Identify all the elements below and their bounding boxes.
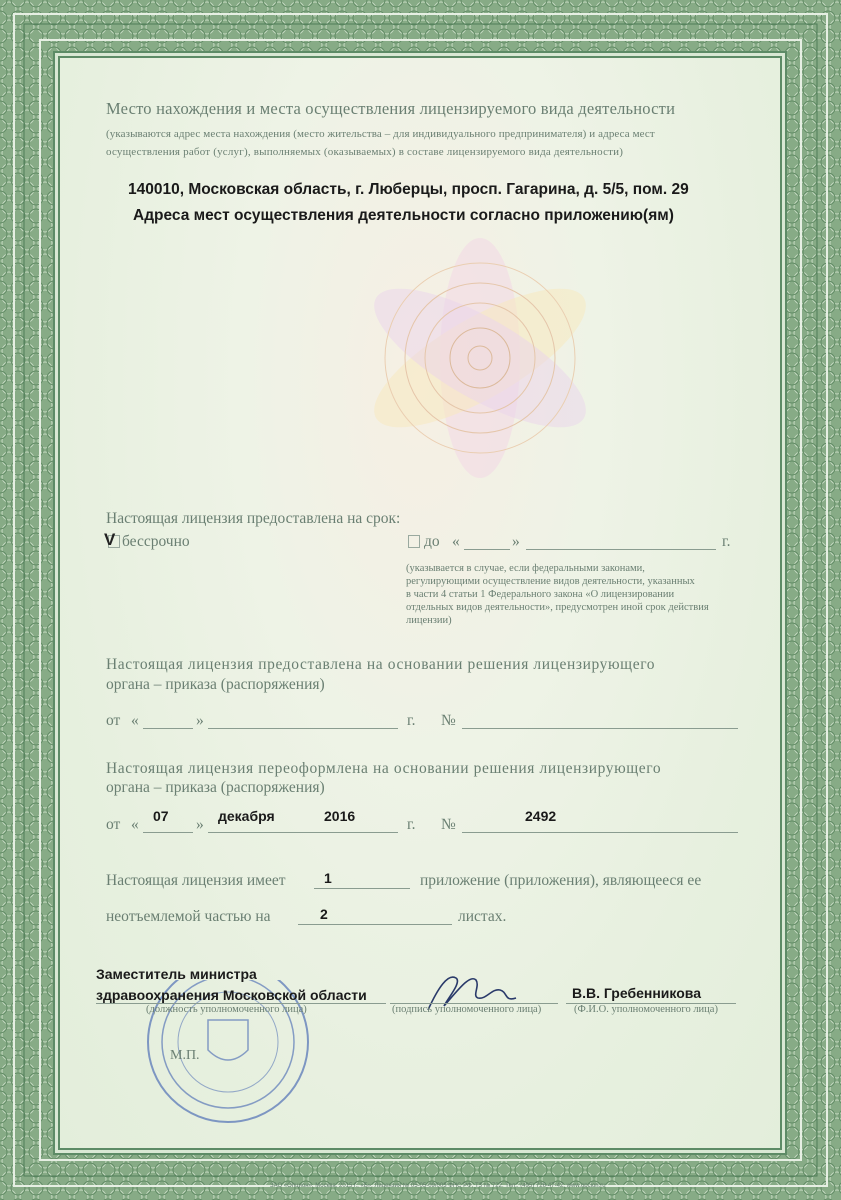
position-note: (должность уполномоченного лица) (146, 1004, 307, 1015)
printer-imprint: ЗАО «Опцион», Москва, 2015 г., «Б». Лицензия № 05-05-09/003 ФНС РФ, ТЗ № 722. Тел.: (495) 726-47-42, www.opcion.ru (270, 1183, 606, 1189)
reissue-year: 2016 (324, 808, 356, 824)
appendix-line-2-suffix: листах. (458, 908, 507, 925)
heading-note-line-2: осуществления работ (услуг), выполняемых (оказываемых) в составе лицензируемого вида деятельности) (106, 146, 624, 158)
basis-line-2: органа – приказа (распоряжения) (106, 676, 325, 693)
appendix-count-line (314, 888, 410, 889)
term-note-line-2: регулирующими осуществление видов деятельности, указанных (406, 576, 695, 587)
appendix-sheets-line (298, 924, 452, 925)
until-day-line (464, 549, 510, 550)
appendix-line-1-suffix: приложение (приложения), являющееся ее (420, 872, 702, 889)
term-note-line-1: (указывается в случае, если федеральными законами, (406, 563, 645, 574)
heading-note-line-1: (указываются адрес места нахождения (место жительства – для индивидуального предпринимателя) и адреса мест (106, 128, 655, 140)
term-note-line-4: отдельных видов деятельности», предусмотрен иной срок действия (406, 602, 709, 613)
appendix-count: 1 (324, 870, 332, 886)
reissue-day-line (143, 832, 193, 833)
basis-month-year-line (208, 728, 398, 729)
reissue-year-suffix: г. (407, 816, 416, 833)
until-label: до (424, 533, 440, 550)
name-note: (Ф.И.О. уполномоченного лица) (574, 1004, 718, 1015)
until-close-quote: » (512, 533, 520, 550)
reissue-line-2: органа – приказа (распоряжения) (106, 779, 325, 796)
until-open-quote: « (452, 533, 460, 550)
reissue-number-label: № (441, 816, 456, 833)
address-note: Адреса мест осуществления деятельности согласно приложению(ям) (133, 207, 674, 224)
reissue-from-label: от (106, 816, 121, 833)
until-checkbox (408, 535, 420, 548)
basis-close-quote: » (196, 712, 204, 729)
activity-places-heading: Место нахождения и места осуществления лицензируемого вида деятельности (106, 99, 676, 118)
signatory-position-line-2: здравоохранения Московской области (96, 987, 367, 1003)
appendix-line-2-prefix: неотъемлемой частью на (106, 908, 271, 925)
reissue-number: 2492 (525, 808, 557, 824)
basis-number-label: № (441, 712, 456, 729)
basis-line-1: Настоящая лицензия предоставлена на основании решения лицензирующего (106, 656, 656, 673)
term-note-line-3: в части 4 статьи 1 Федерального закона «О лицензировании (406, 589, 675, 600)
signature-note: (подпись уполномоченного лица) (392, 1004, 542, 1015)
appendix-sheets: 2 (320, 906, 328, 922)
reissue-close-quote: » (196, 816, 204, 833)
signatory-name: В.В. Гребенникова (572, 985, 701, 1001)
basis-open-quote: « (131, 712, 139, 729)
reissue-line-1: Настоящая лицензия переоформлена на основании решения лицензирующего (106, 760, 662, 777)
signatory-position-line-1: Заместитель министра (96, 966, 257, 982)
basis-year-suffix: г. (407, 712, 416, 729)
unlimited-check-mark: V (104, 530, 116, 549)
appendix-line-1-prefix: Настоящая лицензия имеет (106, 872, 286, 889)
basis-day-line (143, 728, 193, 729)
reissue-number-line (462, 832, 738, 833)
license-address: 140010, Московская область, г. Люберцы, просп. Гагарина, д. 5/5, пом. 29 (128, 181, 689, 198)
unlimited-label: бессрочно (122, 533, 190, 550)
basis-from-label: от (106, 712, 121, 729)
until-month-year-line (526, 549, 716, 550)
reissue-month-year-line (208, 832, 398, 833)
basis-number-line (462, 728, 738, 729)
term-note-line-5: лицензии) (406, 615, 452, 626)
reissue-month: декабря (218, 808, 275, 824)
reissue-day: 07 (153, 808, 169, 824)
reissue-open-quote: « (131, 816, 139, 833)
until-year-suffix: г. (722, 533, 731, 550)
stamp-place-label: М.П. (170, 1048, 200, 1063)
term-label: Настоящая лицензия предоставлена на срок: (106, 510, 401, 527)
